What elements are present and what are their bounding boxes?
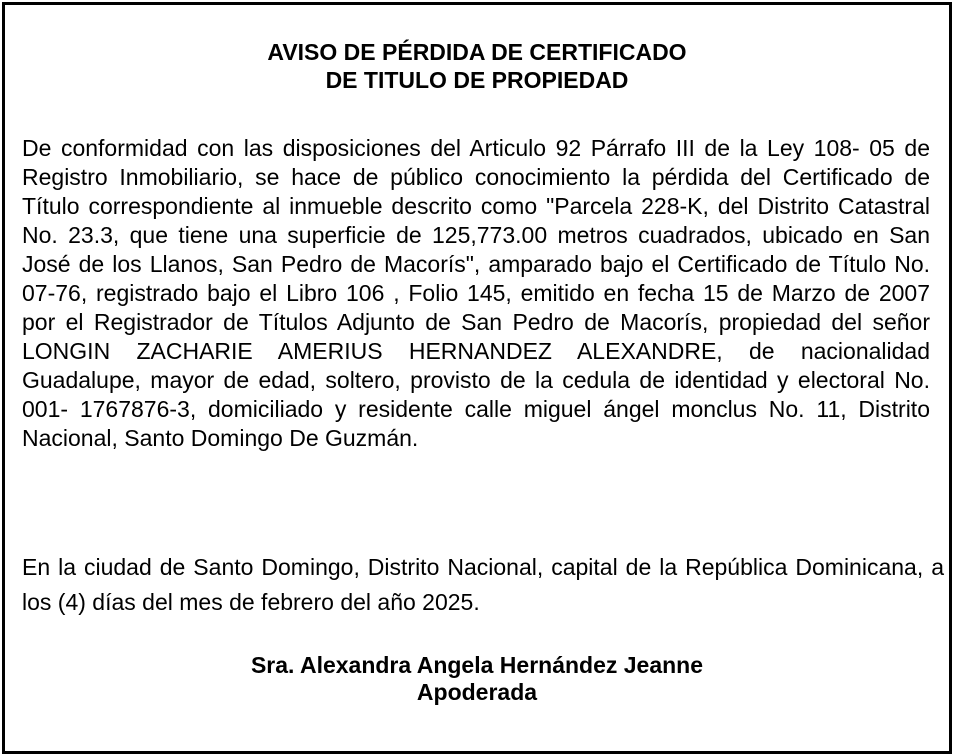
notice-title-line-1: AVISO DE PÉRDIDA DE CERTIFICADO xyxy=(267,39,687,65)
notice-body-paragraph-1: De conformidad con las disposiciones del Articulo 92 Párrafo III de la Ley 108- 05 de Registro Inmobiliario, se hace de público conocimiento la pérdida del Certificado de Título correspondiente al inmueble descrito como "Parcela 228-K, del Distrito Catastral No. 23.3, que tiene una superficie de 125,773.00 metros cuadrados, ubicado en San José de los Llanos, San Pedro de Macorís", amparado bajo el Certificado de Título No. 07-76, registrado bajo el Libro 106 , Folio 145, emitido en fecha 15 de Marzo de 2007 por el Registrador de Títulos Adjunto de San Pedro de Macorís, propiedad del señor LONGIN ZACHARIE AMERIUS HERNANDEZ ALEXANDRE, de nacionalidad Guadalupe, mayor de edad, soltero, provisto de la cedula de identidad y electoral No. 001- 1767876-3, domiciliado y residente calle miguel ángel monclus No. 11, Distrito Nacional, Santo Domingo De Guzmán. xyxy=(22,135,930,451)
notice-body-paragraph-2: En la ciudad de Santo Domingo, Distrito Nacional, capital de la República Dominicana, a los (4) días del mes de febrero del año 2025. xyxy=(22,554,944,615)
signatory-name: Sra. Alexandra Angela Hernández Jeanne xyxy=(250,652,704,678)
notice-title xyxy=(5,38,949,94)
notice-title-line-2: DE TITULO DE PROPIEDAD xyxy=(325,67,629,93)
signatory-role: Apoderada xyxy=(416,679,538,705)
signature-block xyxy=(5,652,949,706)
legal-notice xyxy=(2,2,952,754)
